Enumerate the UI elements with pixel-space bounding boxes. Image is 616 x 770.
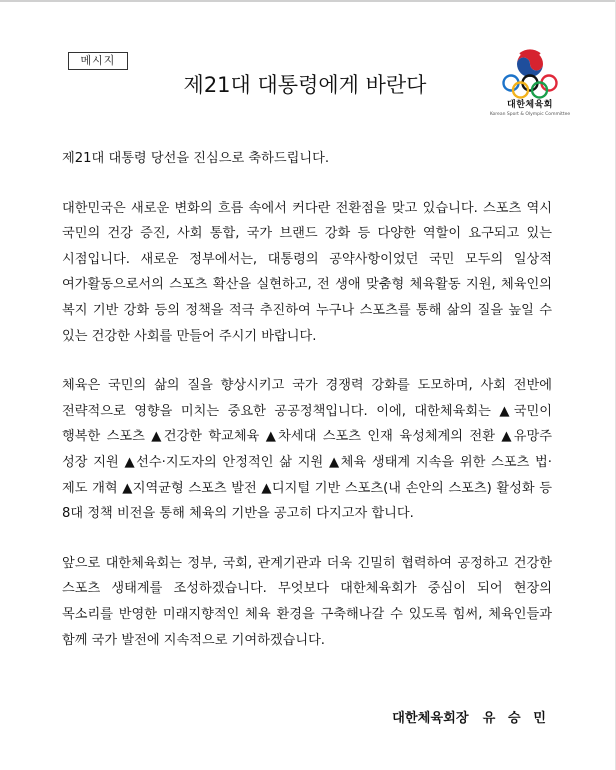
signature-title: 대한체육회장 <box>392 711 469 726</box>
taegeuk-icon <box>517 51 543 78</box>
logo-english-name: Korean Sport & Olympic Committee <box>489 112 571 117</box>
message-label-box: 메시지 <box>68 52 128 70</box>
top-border <box>0 0 616 2</box>
kspo-logo <box>482 44 578 122</box>
signature <box>392 706 550 732</box>
logo-organization-name: 대한체육회 <box>507 100 553 110</box>
paragraph-greeting: 제21대 대통령 당선을 진심으로 축하드립니다. <box>62 151 330 166</box>
message-body <box>62 146 552 653</box>
signature-name: 유 승 민 <box>482 711 550 726</box>
olympic-rings-icon <box>504 76 557 98</box>
paragraph-commitment: 앞으로 대한체육회는 정부, 국회, 관계기관과 더욱 긴밀히 협력하여 공정하고 건강한 스포츠 생태계를 조성하겠습니다. 무엇보다 대한체육회가 중심이 되어 현장의 목소리를 반영한 미래지향적인 체육 환경을 구축해나갈 수 있도록 힘써, 체육인들과 함께 국가 발전에 지속적으로 기여하겠습니다. <box>62 555 552 648</box>
paragraph-policy: 체육은 국민의 삶의 질을 향상시키고 국가 경쟁력 강화를 도모하며, 사회 전반에 전략적으로 영향을 미치는 중요한 공공정책입니다. 이에, 대한체육회는 ▲국민이 행복한 스포츠 ▲건강한 학교체육 ▲차세대 스포츠 인재 육성체계의 전환 ▲유망주 성장 지원 ▲선수·지도자의 안정적인 삶 지원 ▲체육 생태계 지속을 위한 스포츠 법·제도 개혁 ▲지역균형 스포츠 발전 ▲디지털 기반 스포츠(내 손안의 스포츠) 활성화 등 8대 정책 비전을 통해 체육의 기반을 공고히 다지고자 합니다. <box>62 378 552 522</box>
taegeuk-olympic-rings-emblem <box>482 44 578 100</box>
document-title: 제21대 대통령에게 바란다 <box>183 73 427 97</box>
paragraph-vision: 대한민국은 새로운 변화의 흐름 속에서 커다란 전환점을 맞고 있습니다. 스포츠 역시 국민의 건강 증진, 사회 통합, 국가 브랜드 강화 등 다양한 역할이 요구되고 있는 시점입니다. 새로운 정부에서는, 대통령의 공약사항이었던 국민 모두의 일상적 여가활동으로서의 스포츠 확산을 실현하고, 전 생애 맞춤형 체육활동 지원, 체육인의 복지 기반 강화 등의 정책을 적극 추진하여 누구나 스포츠를 통해 삶의 질을 높일 수 있는 건강한 사회를 만들어 주시기 바랍니다. <box>62 200 552 344</box>
